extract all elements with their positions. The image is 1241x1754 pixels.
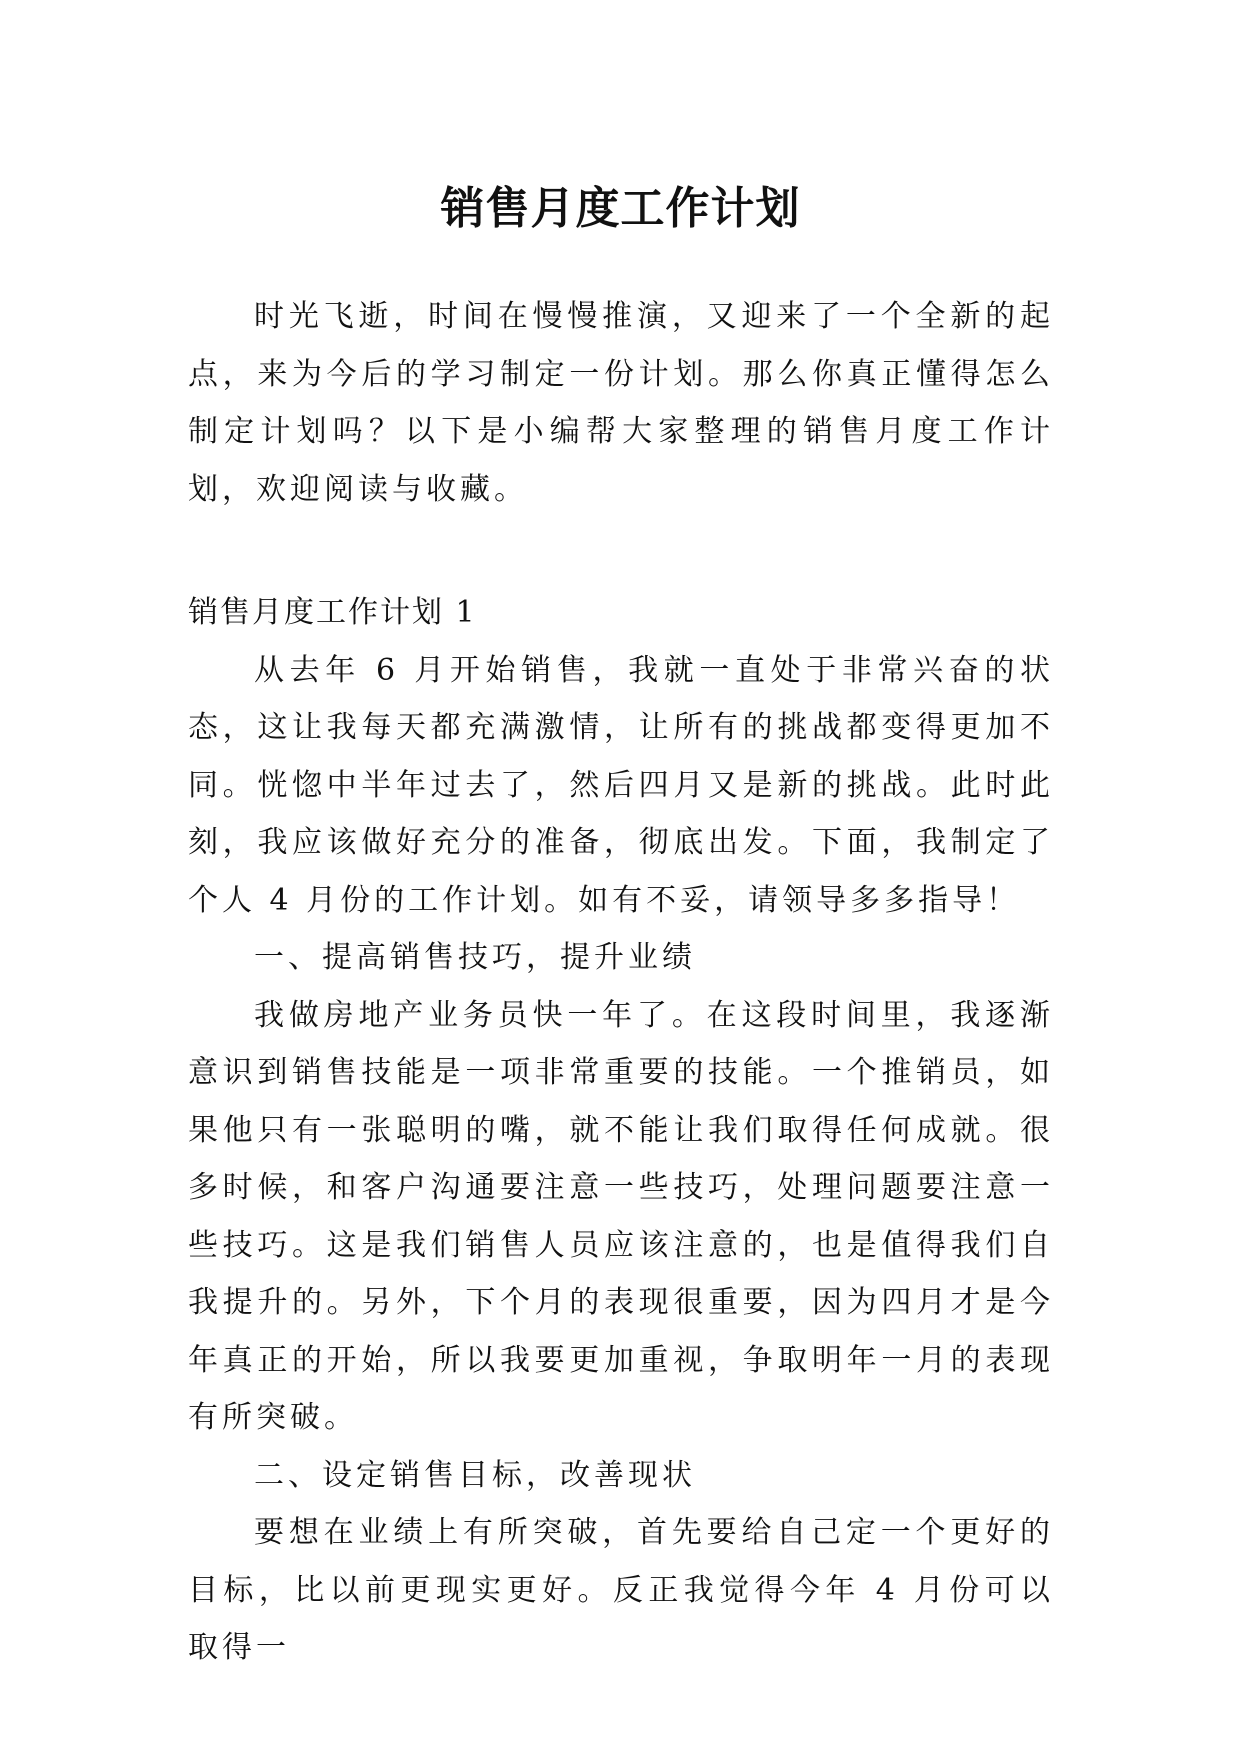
intro-block [188,288,1054,518]
paragraph-sales-goals: 要想在业绩上有所突破，首先要给自己定一个更好的目标，比以前更现实更好。反正我觉得今年 4 月份可以取得一 [188,1515,1054,1665]
intro-paragraph: 时光飞逝，时间在慢慢推演，又迎来了一个全新的起点，来为今后的学习制定一份计划。那么你真正懂得怎么制定计划吗？以下是小编帮大家整理的销售月度工作计划，欢迎阅读与收藏。 [188,299,1054,507]
paragraph-opening: 从去年 6 月开始销售，我就一直处于非常兴奋的状态，这让我每天都充满激情，让所有的挑战都变得更加不同。恍惚中半年过去了，然后四月又是新的挑战。此时此刻，我应该做好充分的准备，彻底出发。下面，我制定了个人 4 月份的工作计划。如有不妥，请领导多多指导！ [188,652,1054,918]
section-title: 销售月度工作计划 1 [188,595,477,630]
document-title: 销售月度工作计划 [440,183,801,235]
article-block [188,584,1054,1677]
heading-set-sales-goals: 二、设定销售目标，改善现状 [254,1457,696,1493]
paragraph-sales-skills: 我做房地产业务员快一年了。在这段时间里，我逐渐意识到销售技能是一项非常重要的技能。一个推销员，如果他只有一张聪明的嘴，就不能让我们取得任何成就。很多时候，和客户沟通要注意一些技巧，处理问题要注意一些技巧。这是我们销售人员应该注意的，也是值得我们自我提升的。另外，下个月的表现很重要，因为四月才是今年真正的开始，所以我要更加重视，争取明年一月的表现有所突破。 [188,997,1054,1435]
heading-improve-sales-skills: 一、提高销售技巧，提升业绩 [254,940,696,975]
